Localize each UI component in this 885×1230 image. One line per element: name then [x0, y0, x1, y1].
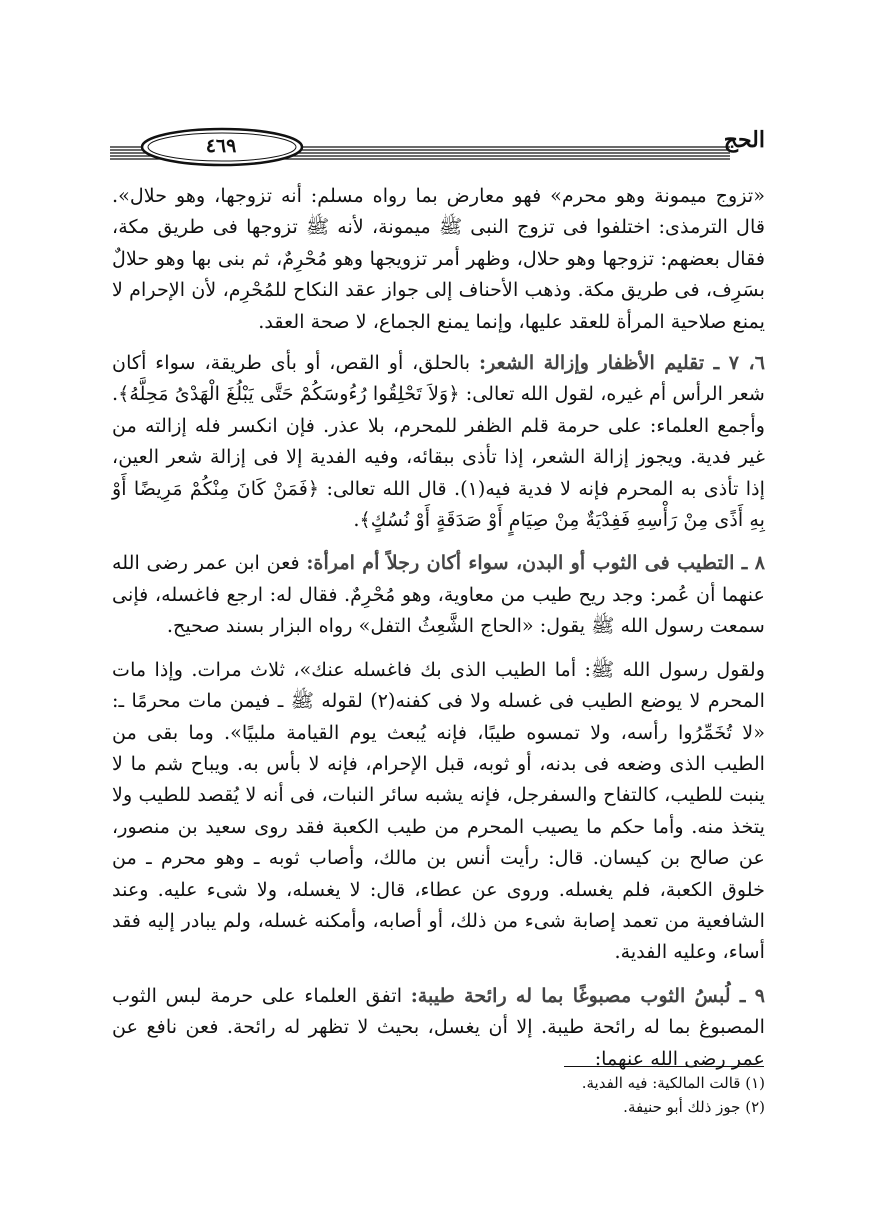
- footnote-divider: [564, 1066, 764, 1067]
- paragraph-5: [112, 980, 765, 1074]
- section-heading: ٨ ـ التطيب فى الثوب أو البدن، سواء أكان رجلاً أم امرأة:: [306, 551, 765, 575]
- paragraph-text: ولقول رسول الله ﷺ: أما الطيب الذى بك فاغسله عنك»، ثلاث مرات. وإذا مات المحرم لا يوضع الطيب فى غسله ولا فى كفنه(٢) لقوله ﷺ ـ فيمن مات محرمًا ـ: «لا تُخَمِّرُوا رأسه، ولا تمسوه طيبًا، فإنه يُبعث يوم القيامة ملبيًا». وما بقى من الطيب الذى وضعه فى بدنه، أو ثوبه، قبل الإحرام، فإنه لا بأس به. ويباح شم ما لا ينبت للطيب، كالتفاح والسفرجل، فإنه يشبه سائر النبات، فى أنه لا يُقصد للطيب ولا يتخذ منه. وأما حكم ما يصيب المحرم من طيب الكعبة فقد روى سعيد بن منصور، عن صالح بن كيسان. قال: رأيت أنس بن مالك، وأصاب ثوبه ـ وهو محرم ـ من خلوق الكعبة، فلم يغسله. وروى عن عطاء، قال: لا يغسله، ولا شىء عليه. وعند الشافعية من تعمد إصابة شىء من ذلك، أو أصابه، وأمكنه غسله، ولم يبادر إليه فقد أساء، وعليه الفدية.: [112, 657, 765, 964]
- paragraph-2: [112, 347, 765, 535]
- footnote-2: (٢) جوز ذلك أبو حنيفة.: [623, 1098, 765, 1116]
- paragraph-text: فعن ابن عمر رضى الله عنهما أن عُمر: وجد ريح طيب من معاوية، وهو مُحْرِمٌ. فقال له: ارجع فاغسله، فإنى سمعت رسول الله ﷺ يقول: «الحاج الشَّعِثُ التفل» رواه البزار بسند صحيح.: [112, 551, 765, 638]
- footnote-1: (١) قالت المالكية: فيه الفدية.: [581, 1074, 765, 1092]
- running-title: الحج: [723, 127, 765, 153]
- section-heading: ٦، ٧ ـ تقليم الأظفار وإزالة الشعر:: [479, 351, 766, 375]
- paragraph-3: [112, 547, 765, 641]
- footnotes: [400, 1071, 765, 1119]
- paragraph-text: «تزوج ميمونة وهو محرم» فهو معارض بما رواه مسلم: أنه تزوجها، وهو حلال». قال الترمذى: اختلفوا فى تزوج النبى ﷺ ميمونة، لأنه ﷺ تزوجها فى طريق مكة، فقال بعضهم: تزوجها وهو حلال، وظهر أمر تزويجها وهو مُحْرِمٌ، ثم بنى بها وهو حلالٌ بسَرِف، فى طريق مكة. وذهب الأحناف إلى جواز عقد النكاح للمُحْرِم، لأن الإحرام لا يمنع صلاحية المرأة للعقد عليها، وإنما يمنع الجماع، لا صحة العقد.: [112, 184, 765, 333]
- paragraph-text: اتفق العلماء على حرمة لبس الثوب المصبوغ بما له رائحة طيبة. إلا أن يغسل، بحيث لا تظهر له رائحة. فعن نافع عن عمر رضى الله عنهما:: [112, 983, 765, 1070]
- page-number: ٤٦٩: [205, 135, 237, 157]
- paragraph-1: [112, 180, 765, 337]
- page-header: [110, 125, 765, 180]
- paragraph-4: [112, 654, 765, 968]
- section-heading: ٩ ـ لُبسُ الثوب مصبوغًا بما له رائحة طيبة:: [410, 983, 765, 1007]
- paragraph-text: بالحلق، أو القص، أو بأى طريقة، سواء أكان شعر الرأس أم غيره، لقول الله تعالى: ﴿وَلاَ تَحْلِقُوا رُءُوسَكُمْ حَتَّى يَبْلُغَ الْهَدْىُ مَحِلَّهُ﴾. وأجمع العلماء: على حرمة قلم الظفر للمحرم، بلا عذر. فإن انكسر فله إزالته من غير فدية. ويجوز إزالة الشعر، إذا تأذى ببقائه، وفيه الفدية إلا فى إزالة شعر العين، إذا تأذى به المحرم فإنه لا فدية فيه(١). قال الله تعالى: ﴿فَمَنْ كَانَ مِنْكُمْ مَرِيضًا أَوْ بِهِ أَذًى مِنْ رَأْسِهِ فَفِدْيَةٌ مِنْ صِيَامٍ أَوْ صَدَقَةٍ أَوْ نُسُكٍ﴾.: [112, 351, 765, 532]
- main-text: [112, 180, 765, 1086]
